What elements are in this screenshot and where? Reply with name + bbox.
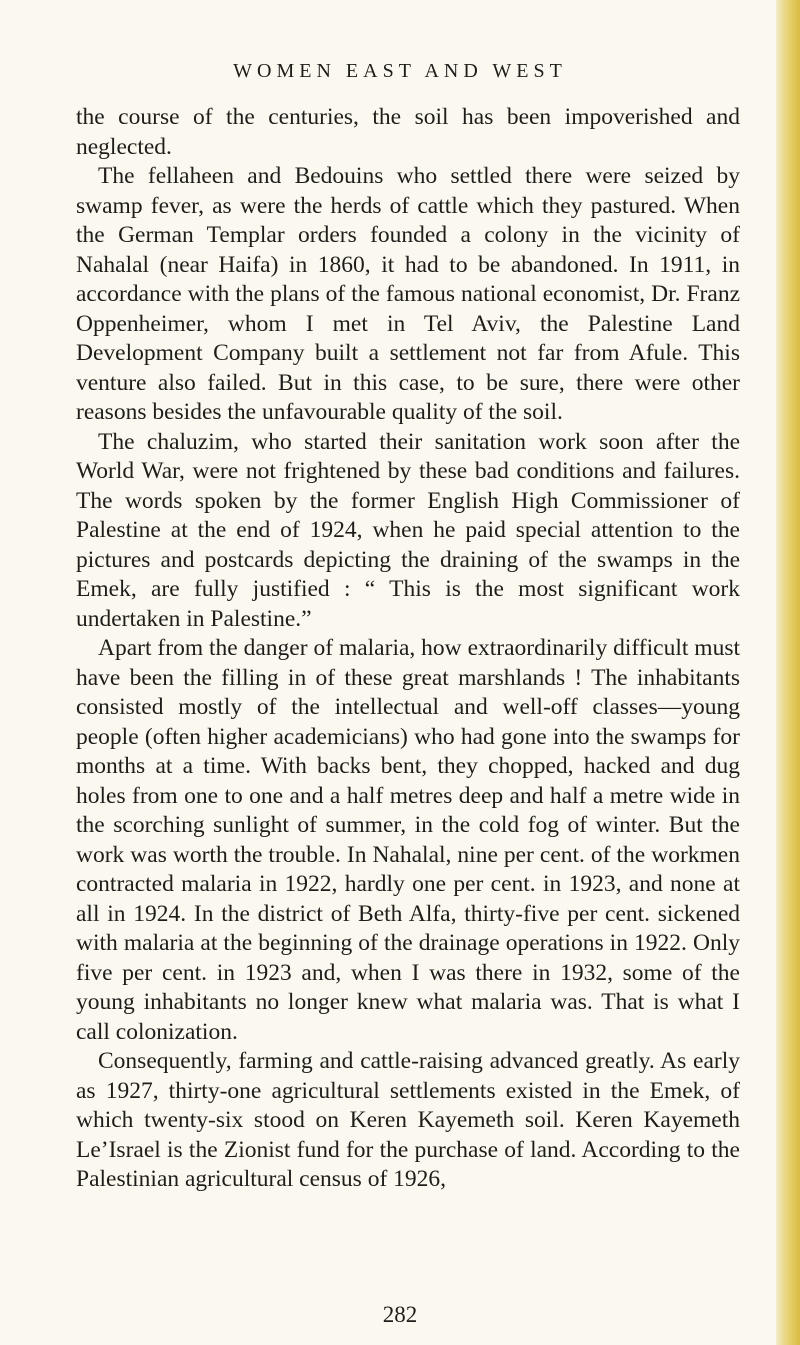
paragraph-marshlands: Apart from the danger of malaria, how extraordinarily difficult must have been the filling in of these great marshlands ! The inhabitants consisted mostly of the intellectual and well-off classes—young people (often higher academicians) who had gone into the swamps for months at a time. With backs bent, they chopped, hacked and dug holes from one to one and a half metres deep and half a metre wide in the scorching sunlight of summer, in the cold fog of winter. But the work was worth the trouble. In Nahalal, nine per cent. of the workmen contracted malaria in 1922, hardly one per cent. in 1923, and none at all in 1924. In the district of Beth Alfa, thirty-five per cent. sickened with malaria at the beginning of the drainage operations in 1922. Only five per cent. in 1923 and, when I was there in 1932, some of the young inhabitants no longer knew what malaria was. That is what I call colonization. bbox=[76, 635, 740, 1045]
page-edge-shading bbox=[776, 0, 800, 1345]
paragraph-continuation: the course of the centuries, the soil has been impoverished and neglected. bbox=[76, 104, 740, 160]
page-number: 282 bbox=[382, 1302, 418, 1327]
running-head: WOMEN EAST AND WEST bbox=[233, 60, 567, 82]
body-text bbox=[76, 103, 740, 1195]
paragraph-chaluzim: The chaluzim, who started their sanitation work soon after the World War, were not frightened by these bad conditions and failures. The words spoken by the former English High Commissioner of Palestine at the end of 1924, when he paid special attention to the pictures and postcards depicting the draining of the swamps in the Emek, are fully justified : “ This is the most significant work undertaken in Palestine.” bbox=[76, 428, 740, 632]
paragraph-swamp-fever: The fellaheen and Bedouins who settled there were seized by swamp fever, as were the herds of cattle which they pastured. When the German Templar orders founded a colony in the vicinity of Nahalal (near Haifa) in 1860, it had to be abandoned. In 1911, in accordance with the plans of the famous national economist, Dr. Franz Oppenheimer, whom I met in Tel Aviv, the Palestine Land Development Company built a settlement not far from Afule. This venture also failed. But in this case, to be sure, there were other reasons besides the unfavourable quality of the soil. bbox=[76, 163, 740, 425]
paragraph-farming: Consequently, farming and cattle-raising advanced greatly. As early as 1927, thirty-one agricultural settlements existed in the Emek, of which twenty-six stood on Keren Kayemeth soil. Keren Kayemeth Le’Israel is the Zionist fund for the purchase of land. According to the Palestinian agricultural census of 1926, bbox=[76, 1048, 740, 1192]
